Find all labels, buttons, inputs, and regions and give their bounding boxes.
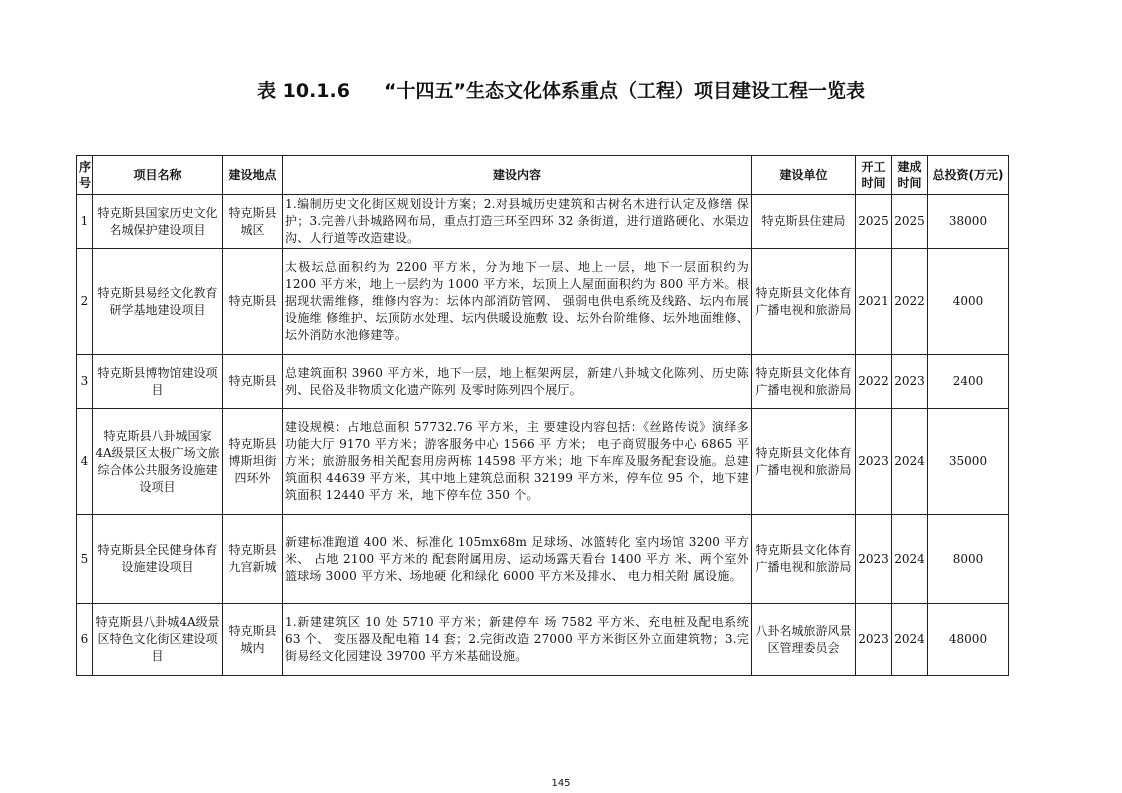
row-location: 特克斯县城区 [223, 195, 283, 249]
row-end: 2024 [892, 409, 928, 515]
row-location: 特克斯县 九宫新城 [223, 515, 283, 604]
row-seq: 2 [77, 249, 93, 355]
table-row [77, 355, 1009, 409]
header-unit: 建设单位 [752, 156, 856, 195]
row-location: 特克斯县 [223, 355, 283, 409]
row-unit: 八卦名城旅游风景区管理委员会 [752, 604, 856, 676]
row-invest: 35000 [928, 409, 1009, 515]
row-name: 特克斯县国家历史文化名城保护建设项目 [93, 195, 223, 249]
row-unit: 特克斯县文化体育广播电视和旅游局 [752, 249, 856, 355]
row-seq: 5 [77, 515, 93, 604]
table-row [77, 249, 1009, 355]
row-name: 特克斯县八卦城4A级景区特色文化街区建设项目 [93, 604, 223, 676]
header-content: 建设内容 [283, 156, 752, 195]
table-row [77, 409, 1009, 515]
row-name: 特克斯县易经文化教育研学基地建设项目 [93, 249, 223, 355]
row-seq: 6 [77, 604, 93, 676]
header-invest: 总投资(万元) [928, 156, 1009, 195]
table-row [77, 515, 1009, 604]
table-header-row [77, 156, 1009, 195]
header-seq: 序号 [77, 156, 93, 195]
header-name: 项目名称 [93, 156, 223, 195]
row-content: 总建筑面积 3960 平方米，地下一层，地上框架两层，新建八卦城文化陈列、历史陈列、民俗及非物质文化遗产陈列 及零时陈列四个展厅。 [283, 355, 752, 409]
row-unit: 特克斯县文化体育广播电视和旅游局 [752, 409, 856, 515]
row-location: 特克斯县城内 [223, 604, 283, 676]
row-seq: 4 [77, 409, 93, 515]
table-title-text: “十四五”生态文化体系重点（工程）项目建设工程一览表 [383, 80, 865, 102]
table-title [0, 76, 1122, 103]
row-invest: 48000 [928, 604, 1009, 676]
row-end: 2023 [892, 355, 928, 409]
row-name: 特克斯县全民健身体育设施建设项目 [93, 515, 223, 604]
row-seq: 1 [77, 195, 93, 249]
row-end: 2024 [892, 604, 928, 676]
row-content: 建设规模：占地总面积 57732.76 平方米，主 要建设内容包括：《丝路传说》演绎多功能大厅 9170 平方米；游客服务中心 1566 平 方米； 电子商贸服务中心 6865 平方米；旅游服务相关配套用房两栋 14598 平方米；地 下车库及服务配套设施。总建筑面积 44639 平方米，其中地上建筑总面积 32199 平方米，停车位 95 个，地下建筑面积 12440 平方 米，地下停车位 350 个。 [283, 409, 752, 515]
header-location: 建设地点 [223, 156, 283, 195]
row-seq: 3 [77, 355, 93, 409]
project-table [76, 155, 1009, 676]
header-start: 开工时间 [856, 156, 892, 195]
row-start: 2023 [856, 409, 892, 515]
row-end: 2024 [892, 515, 928, 604]
header-end: 建成时间 [892, 156, 928, 195]
table-number: 表 10.1.6 [257, 80, 350, 102]
row-content: 1.编制历史文化街区规划设计方案；2.对县城历史建筑和古树名木进行认定及修缮 保护；3.完善八卦城路网布局，重点打造三环至四环 32 条街道，进行道路硬化、水渠边沟、人行道等改造建设。 [283, 195, 752, 249]
row-location: 特克斯县 博斯坦街 四环外 [223, 409, 283, 515]
table-row [77, 195, 1009, 249]
row-invest: 4000 [928, 249, 1009, 355]
row-invest: 2400 [928, 355, 1009, 409]
row-start: 2025 [856, 195, 892, 249]
row-start: 2022 [856, 355, 892, 409]
row-unit: 特克斯县文化体育广播电视和旅游局 [752, 355, 856, 409]
row-content: 太极坛总面积约为 2200 平方米，分为地下一层、地上一层，地下一层面积约为 1200 平方米，地上一层约为 1000 平方米，坛顶上人屋面面积约为 800 平方米。根据现状需维修，维修内容为：坛体内部消防管网、 强弱电供电系统及线路、坛内布展设施维 修维护、坛顶防水处理、坛内供暖设施敷 设、坛外台阶维修、坛外地面维修、坛外消防水池修建等。 [283, 249, 752, 355]
row-invest: 38000 [928, 195, 1009, 249]
row-end: 2022 [892, 249, 928, 355]
row-end: 2025 [892, 195, 928, 249]
row-location: 特克斯县 [223, 249, 283, 355]
row-invest: 8000 [928, 515, 1009, 604]
row-start: 2023 [856, 604, 892, 676]
row-start: 2021 [856, 249, 892, 355]
row-content: 新建标准跑道 400 米、标准化 105mx68m 足球场、冰篮转化 室内场馆 3200 平方米、 占地 2100 平方米的 配套附属用房、运动场露天看台 1400 平方 米、两个室外篮球场 3000 平方米、场地硬 化和绿化 6000 平方米及排水、 电力相关附 属设施。 [283, 515, 752, 604]
table-row [77, 604, 1009, 676]
row-name: 特克斯县博物馆建设项目 [93, 355, 223, 409]
row-unit: 特克斯县住建局 [752, 195, 856, 249]
row-content: 1.新建建筑区 10 处 5710 平方米；新建停车 场 7582 平方米、充电桩及配电系统 63 个、 变压器及配电箱 14 套；2.完街改造 27000 平方米街区外立面建筑物；3.完街易经文化园建设 39700 平方米基础设施。 [283, 604, 752, 676]
row-name: 特克斯县八卦城国家 4A级景区太极广场文旅综合体公共服务设施建设项目 [93, 409, 223, 515]
page-number: 145 [551, 778, 571, 789]
row-start: 2023 [856, 515, 892, 604]
row-unit: 特克斯县文化体育广播电视和旅游局 [752, 515, 856, 604]
